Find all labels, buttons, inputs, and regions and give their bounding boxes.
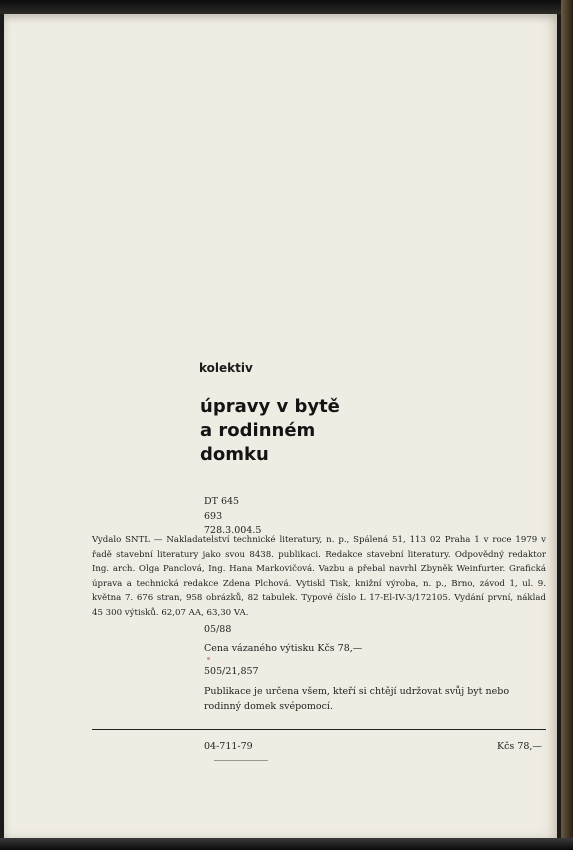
- imprint-paragraph: Vydalo SNTL — Nakladatelství technické literatury, n. p., Spálená 51, 113 02 Praha 1 v roce 1979 v řadě stavební literatury jako svou 8438. publikaci. Redakce stavební literatury. Odpovědný redaktor Ing. arch. Olga Panclová, Ing. Hana Markovičová. Vazbu a přebal navrhl Zbyněk Weinfurter. Grafická úprava a technická redakce Zdena Plchová. Vytiskl Tisk, knižní výroba, n. p., Brno, závod 1, ul. 9. května 7. 676 stran, 958 obrázků, 82 tabulek. Typové číslo L 17-El-IV-3/172105. Vydání první, náklad 45 300 výtisků. 62,07 AA, 63,30 VA.: [92, 535, 546, 618]
- scan-right-edge: [561, 0, 573, 850]
- footer-code: 04-711-79: [204, 741, 253, 752]
- scan-top-edge: [0, 0, 573, 14]
- footer-price: Kčs 78,—: [497, 741, 542, 752]
- title-line: a rodinném: [200, 420, 316, 441]
- date-code: 05/88: [204, 624, 232, 635]
- ink-speck: [207, 657, 210, 660]
- footer-underline: [214, 760, 268, 761]
- author-label: kolektiv: [199, 361, 253, 375]
- classification-code: 693: [204, 510, 223, 522]
- audience-note: Publikace je určena všem, kteří si chtějí udržovat svůj byt nebo rodinný domek svépomocí.: [204, 686, 510, 712]
- book-page: [4, 14, 557, 838]
- scan-bottom-edge: [0, 838, 573, 850]
- classification-code: 728.3.004.5: [204, 525, 262, 536]
- title-line: domku: [200, 444, 269, 465]
- classification-codes: [204, 495, 261, 539]
- price-line: Cena vázaného výtisku Kčs 78,—: [204, 643, 363, 654]
- book-title: [200, 395, 340, 467]
- horizontal-rule: [92, 729, 546, 730]
- number-code: 505/21,857: [204, 666, 259, 677]
- title-line: úpravy v bytě: [200, 396, 340, 417]
- classification-code: DT 645: [204, 496, 240, 507]
